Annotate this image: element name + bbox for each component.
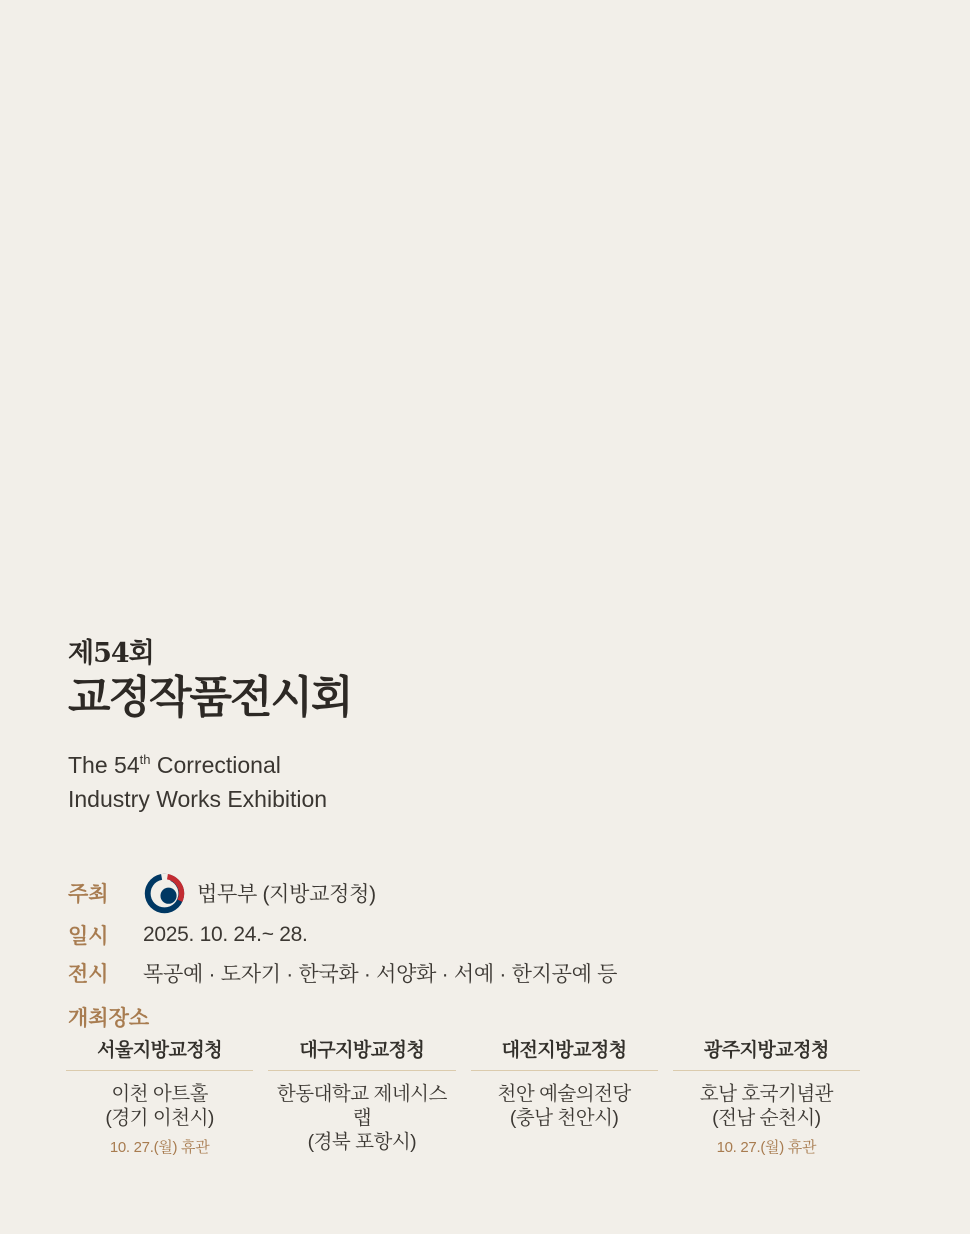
venue-region: (경북 포항시) <box>307 1131 417 1153</box>
host-row <box>68 870 617 916</box>
venue-region: (전남 순천시) <box>712 1107 821 1129</box>
venue-closed-note <box>268 1163 455 1181</box>
venue-gwangju <box>673 1038 860 1181</box>
venue-org-name: 대구지방교정청 <box>268 1038 455 1071</box>
venues-grid <box>66 1038 860 1181</box>
venues-section-title: 개최장소 <box>68 1007 150 1030</box>
title-block <box>68 638 352 724</box>
poster-title-korean: 교정작품전시회 <box>68 672 352 723</box>
venue-seoul <box>66 1038 253 1181</box>
venue-daejeon <box>471 1038 658 1181</box>
venue-closed-note: 10. 27.(월) 휴관 <box>109 1139 210 1156</box>
venue-place: 호남 호국기념관 <box>699 1083 834 1105</box>
venue-org-name: 광주지방교정청 <box>673 1038 860 1071</box>
date-label: 일시 <box>68 925 109 948</box>
date-row <box>68 918 617 952</box>
exhibits-row <box>68 956 617 990</box>
venue-daegu <box>268 1038 455 1181</box>
event-info <box>68 870 617 990</box>
venue-org-name: 대전지방교정청 <box>471 1038 658 1071</box>
venue-org-name: 서울지방교정청 <box>66 1038 253 1071</box>
title-en-ordinal-suffix: th <box>139 752 151 767</box>
government-emblem-icon <box>143 872 186 915</box>
poster-title-english <box>68 750 327 815</box>
host-label: 주최 <box>68 883 109 906</box>
title-en-line2: Industry Works Exhibition <box>68 786 328 812</box>
date-value: 2025. 10. 24.~ 28. <box>143 923 308 946</box>
venue-place: 천안 예술의전당 <box>497 1083 631 1105</box>
venue-place: 이천 아트홀 <box>111 1083 208 1105</box>
title-en-line1-pre: The 54 <box>68 752 140 778</box>
venue-closed-note: 10. 27.(월) 휴관 <box>716 1139 817 1156</box>
venue-place: 한동대학교 제네시스랩 <box>276 1083 447 1129</box>
venue-closed-note <box>471 1139 658 1157</box>
host-value <box>143 872 376 915</box>
host-text: 법무부 (지방교정청) <box>197 883 376 906</box>
venue-region: (충남 천안시) <box>509 1107 619 1129</box>
exhibits-label: 전시 <box>68 963 109 986</box>
title-en-line1-post: Correctional <box>150 752 281 778</box>
edition-number: 제54회 <box>68 638 154 669</box>
venue-region: (경기 이천시) <box>105 1107 214 1129</box>
exhibits-value: 목공예 · 도자기 · 한국화 · 서양화 · 서예 · 한지공예 등 <box>143 963 618 986</box>
